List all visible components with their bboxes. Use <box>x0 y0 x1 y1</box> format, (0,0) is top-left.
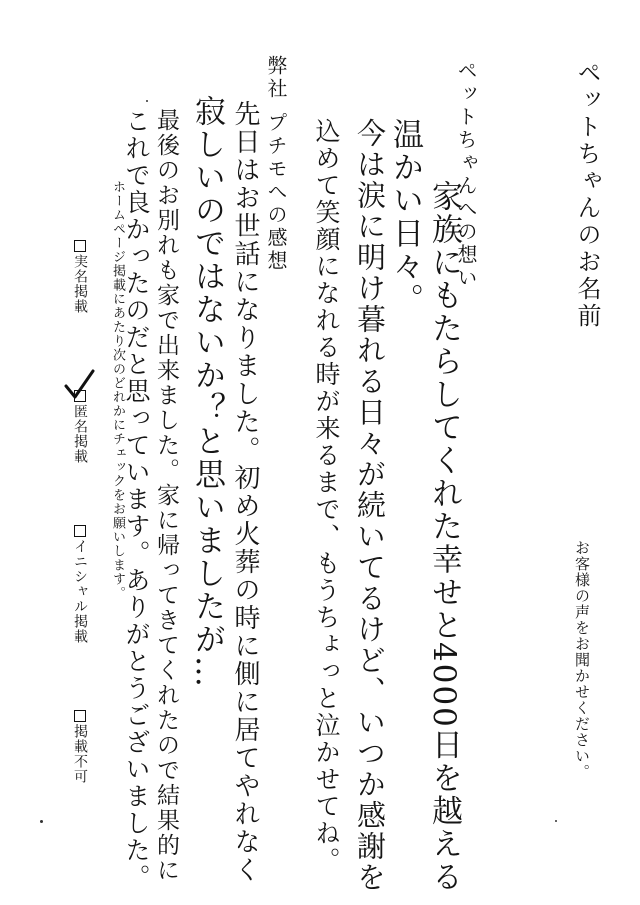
puchimo-feedback-label: プチモへの感想 <box>264 112 288 273</box>
customer-voice-request: お客様の声をお聞かせください。 <box>573 540 591 780</box>
checkbox-icon[interactable] <box>74 525 86 537</box>
checkbox-icon[interactable] <box>74 710 86 722</box>
option-label: 実名掲載 <box>72 254 88 314</box>
check-mark-icon <box>62 368 96 402</box>
handwritten-line: 寂しいのではないか？と思いましたが… <box>189 95 225 689</box>
publication-note: ホームページ掲載にあたり次のどれかにチェックをお願いします。 <box>110 180 125 600</box>
handwritten-line: 先日はお世話になりました。初め火葬の時に側に居てやれなく <box>230 100 260 884</box>
option-label: 掲載不可 <box>72 724 88 784</box>
handwritten-line: 最後のお別れも家で出来ました。家に帰ってきてくれたので結果的に <box>153 108 179 883</box>
option-initials[interactable] <box>70 525 90 644</box>
scan-speck <box>146 100 148 102</box>
company-label: 弊社 <box>264 55 288 101</box>
option-real-name[interactable] <box>70 240 90 314</box>
handwritten-line: 込めて笑顔になれる時が来るまで、もうちょっと泣かせてね。 <box>312 118 341 874</box>
option-label: イニシャル掲載 <box>72 539 88 644</box>
pet-feelings-label: ペットちゃんへの想い <box>454 60 478 290</box>
handwritten-line: 温かい日々。 <box>387 118 423 316</box>
handwritten-line: 今は涙に明け暮れる日々が続いてるけど、いつか感謝を <box>353 118 387 893</box>
scan-speck <box>40 820 43 823</box>
pet-name-heading: ペットちゃんのお名前 <box>573 60 601 330</box>
scan-speck <box>555 820 557 822</box>
checkbox-icon[interactable] <box>74 240 86 252</box>
handwritten-line: これで良かったのだと思っています。ありがとうございました。 <box>122 108 151 891</box>
option-no-publication[interactable] <box>70 710 90 784</box>
handwritten-line: 家族にもたらしてくれた幸せと4000日を越える <box>426 180 462 894</box>
option-label: 匿名掲載 <box>72 404 88 464</box>
